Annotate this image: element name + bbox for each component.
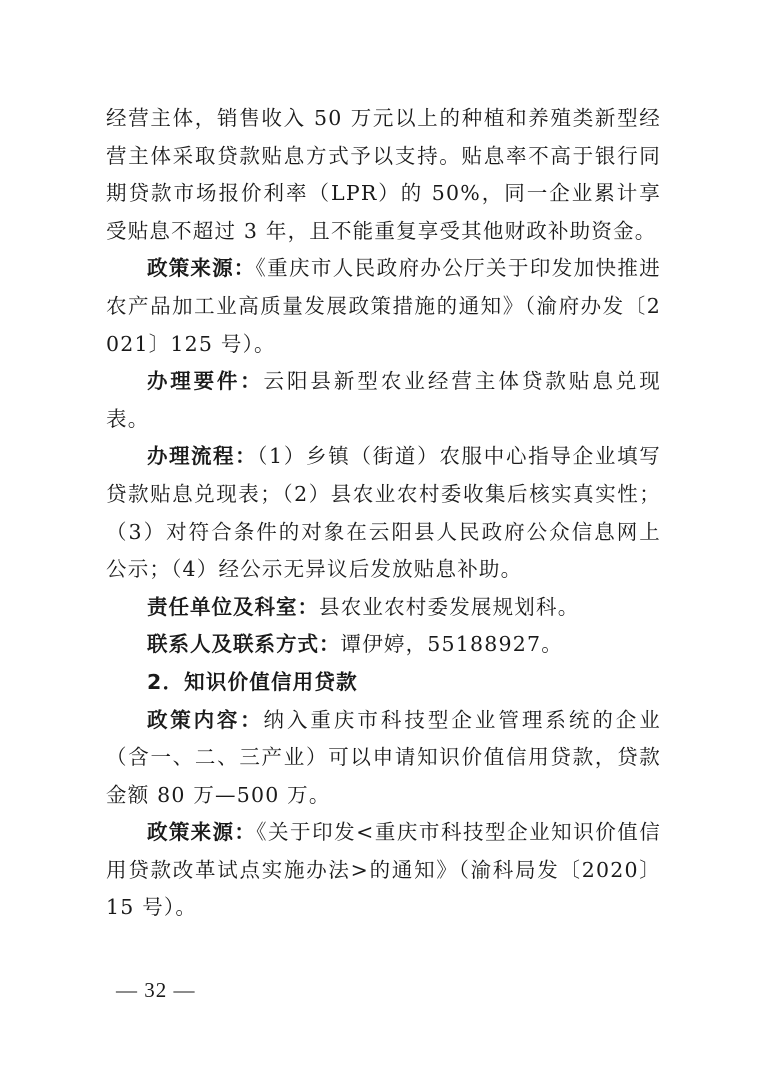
contact-label: 联系人及联系方式： (147, 632, 341, 657)
paragraph-policy-source-2 (106, 814, 661, 927)
paragraph-requirements (106, 363, 661, 438)
paragraph-responsible-unit (106, 589, 661, 627)
responsible-unit-text: 县农业农村委发展规划科。 (319, 594, 580, 619)
policy-source-label: 政策来源： (147, 256, 256, 281)
requirements-label: 办理要件： (147, 369, 264, 394)
policy-content-label: 政策内容： (147, 707, 264, 732)
contact-text: 谭伊婷，55188927。 (340, 632, 563, 657)
paragraph-contact (106, 626, 661, 664)
process-text: （1）乡镇（街道）农服中心指导企业填写贷款贴息兑现表；（2）县农业农村委收集后核实真实性；（3）对符合条件的对象在云阳县人民政府公众信息网上公示；（4）经公示无异议后发放贴息补助。 (106, 444, 662, 582)
paragraph-process (106, 438, 661, 588)
responsible-unit-label: 责任单位及科室： (147, 594, 319, 619)
requirements-text: 云阳县新型农业经营主体贷款贴息兑现表。 (106, 369, 661, 431)
paragraph-policy-content-2 (106, 702, 661, 815)
paragraph-policy-source-1 (106, 250, 661, 363)
policy-source-text: 《重庆市人民政府办公厅关于印发加快推进农产品加工业高质量发展政策措施的通知》（渝府办发〔2021〕125 号）。 (106, 256, 661, 356)
page-number: — 32 — (116, 978, 196, 1002)
policy-source-text-2: 《关于印发<重庆市科技型企业知识价值信用贷款改革试点实施办法>的通知》（渝科局发〔2020〕15 号）。 (106, 820, 662, 920)
document-page (106, 100, 661, 927)
section-heading-knowledge-value-loan: 2．知识价值信用贷款 (147, 669, 358, 694)
process-label: 办理流程： (147, 444, 258, 469)
policy-content-text: 纳入重庆市科技型企业管理系统的企业（含一、二、三产业）可以申请知识价值信用贷款，贷款金额 80 万—500 万。 (106, 707, 661, 807)
policy-source-label-2: 政策来源： (147, 820, 257, 845)
paragraph-subsidy-description: 经营主体，销售收入 50 万元以上的种植和养殖类新型经营主体采取贷款贴息方式予以支持。贴息率不高于银行同期贷款市场报价利率（LPR）的 50%，同一企业累计享受贴息不超过 3 年，且不能重复享受其他财政补助资金。 (106, 106, 661, 243)
